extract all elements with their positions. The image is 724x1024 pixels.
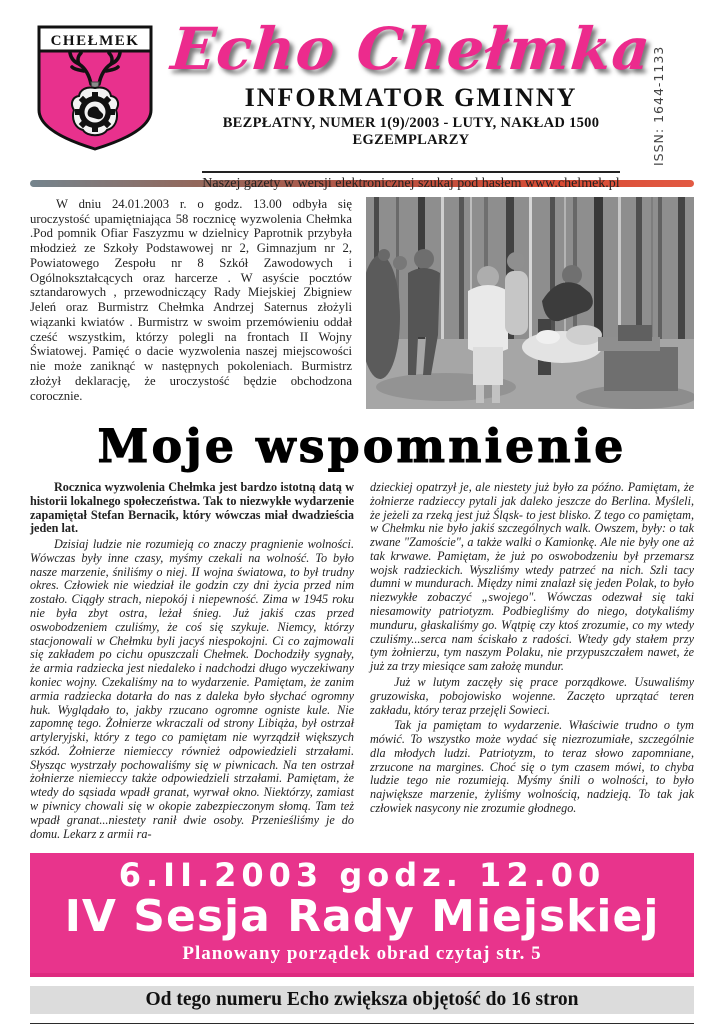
issn-label: ISSN: 1644-1133: [651, 45, 666, 166]
lead-article-text: W dniu 24.01.2003 r. o godz. 13.00 odbyła się uroczystość upamiętniająca 58 rocznicę wyzwolenia Chełmka .Pod pomnik Ofiar Faszyzmu w dzielnicy Paprotnik przybyła młodzież ze Szkoły Podstawowej nr 2, Gimnazjum nr 2, Powiatowego Zespołu nr 8 Szkół Zawodowych i Ogólnokształcących oraz harcerze . W asyście pocztów sztandarowych , przewodniczący Rady Miejskiej Zbigniew Jeleń oraz Burmistrz Chełmka Andrzej Saternus złożyli wiązanki kwiatów . Burmistrz w swoim przemówieniu oddał cześć wszystkim, którzy polegli na frontach II Wojny Światowej. Pamięć o dacie wyzwolenia naszej miejscowości nie może zaniknąć w następnych pokoleniach. Burmistrz złożył deklarację, że uroczystość będzie obchodzona corocznie.: [30, 197, 352, 403]
session-banner: [30, 853, 694, 977]
memoir-paragraph: dzieckiej opatrzył je, ale niestety już było za późno. Pamiętam, że żołnierze radzieccy pytali jak daleko jeszcze do Berlina. Myśleli, że jeżeli za rzeką jest już Śląsk- to jest blisko. Z tego co pamiętam, w Chełmku nie było jakiś szczególnych walk. Owszem, były: o tak zwane "Zamoście", a także walki o Kamionkę. Ale nie były one aż tak krwawe. Pamiętam, że już po oswobodzeniu był przemarsz wojsk radzieckich. Wyszliśmy wtedy patrzeć na nich. Szli tacy dumni w mundurach. Między nimi znalazł się jeden Polak, to było niezwykłe zobaczyć „swojego". Wówczas odezwał się taki niesamowity patriotyzm. Podbiegliśmy do niego, dotykaliśmy munduru, głaskaliśmy go. Wątpię czy ktoś zrozumie, co my wtedy czuliśmy...serca nam ściskało z radości. Wtedy gdy stałem przy tym żołnierzu, tym naszym Polaku, nie przypuszczałem nawet, że już za trzy miesiące sam założę mundur.: [370, 480, 694, 674]
memoir-article: [30, 481, 694, 843]
session-subtitle: Planowany porządek obrad czytaj str. 5: [182, 943, 542, 965]
newspaper-subtitle: INFORMATOR GMINNY: [244, 83, 578, 113]
masthead: [30, 15, 694, 192]
memoir-paragraph: Dzisiaj ludzie nie rozumieją co znaczy pragnienie wolności. Wówczas były inne czasy, myśmy czekali na wolność. To było nasze marzenie, śniliśmy o niej. II wojna światowa, to był trudny okres. Człowiek nie wiedział ile godzin czy dni życia przed nim zostało. Ciągły strach, niepokój i niepewność. Zima w 1945 roku nie była zbyt ostra, leżał śnieg. Już jakiś czas przed oswobodzeniem czuliśmy, że coś się szykuje. Niemcy, którzy stacjonowali w Chełmku byli jacyś niespokojni. Ci co zajmowali się zakładem po cichu opuszczali Chełmek. Dochodziły sygnały, że armia radziecka jest niedaleko i nadchodzi długo wyczekiwany koniec wojny. Czekaliśmy na to wydarzenie. Pamiętam, że zanim armia radziecka dotarła do nas z daleka było słychać ogromny huk. Wyglądało to, jakby rzucano ogromne ogniste kule. Nie zapomnę tego. Żołnierze wkraczali od strony Libiąża, był ostrzał artyleryjski, który z tego co pamiętam nie wyrządził większych szkód. Żołnierze niemieccy również odpowiedzieli strzałami. Słysząc wystrzały pochowaliśmy się w piwnicach. Na ten ostrzał żołnierze niemieccy także odpowiedzieli strzałami. Pamiętam, że wtedy do sąsiada wpadł granat, wyrwał okno. Niektórzy, zamiast w piwnicy chowali się w okopie zabezpieczonym słomą. Tam też wpadł granat...niestety ranił dwie osoby. Przenieśliśmy je do domu. Lekarz z armii ra-: [30, 537, 354, 841]
memoir-left-column: [30, 481, 354, 843]
website-line: Naszej gazety w wersji elektronicznej szukaj pod hasłem www.chelmek.pl: [202, 171, 619, 192]
gear-shoe-icon: [75, 92, 115, 132]
memoir-intro: Rocznica wyzwolenia Chełmka jest bardzo istotną datą w historii lokalnego społeczeństwa. Tak to niezwykłe wydarzenie zapamiętał Stefan Bernacik, który wówczas miał dwadzieścia jeden lat.: [30, 480, 354, 536]
memoir-right-column: [370, 481, 694, 843]
newspaper-title: Echo Chełmka: [168, 15, 654, 83]
crest-title: CHEŁMEK: [50, 33, 140, 49]
session-date: 6.II.2003 godz. 12.00: [118, 856, 606, 895]
memoir-paragraph: Już w lutym zaczęły się prace porządkowe. Usuwaliśmy gruzowiska, pobojowisko wojenne. Zaczęto uprzątać teren zakładu, który teraz przejęli Sowieci.: [370, 674, 694, 717]
issue-info-line: BEZPŁATNY, NUMER 1(9)/2003 - LUTY, NAKŁAD 1500 EGZEMPLARZY: [222, 115, 600, 149]
session-title: IV Sesja Rady Miejskiej: [64, 890, 660, 942]
memoir-paragraph: Tak ja pamiętam to wydarzenie. Właściwie trudno o tym mówić. To wszystko może wydać się niezrozumiałe, szczególnie dla młodych ludzi. Patriotyzm, to teraz słowo zapomniane, zrzucone na margines. Choć się o tym czasem mówi, to chyba ludzie tego nie rozumieją. Myśmy śnili o wolności, to było największe marzenie, żyliśmy wolnością, nadzieją. To tak jak człowiek nasycony nie zrozumie głodnego.: [370, 718, 694, 815]
memorial-ceremony-photo: [366, 197, 694, 409]
chelmek-crest-icon: [34, 22, 156, 154]
footer-announcement: Od tego numeru Echo zwiększa objętość do 16 stron: [30, 986, 694, 1014]
memoir-headline: Moje wspomnienie: [97, 419, 627, 473]
lead-article-section: [30, 197, 694, 409]
